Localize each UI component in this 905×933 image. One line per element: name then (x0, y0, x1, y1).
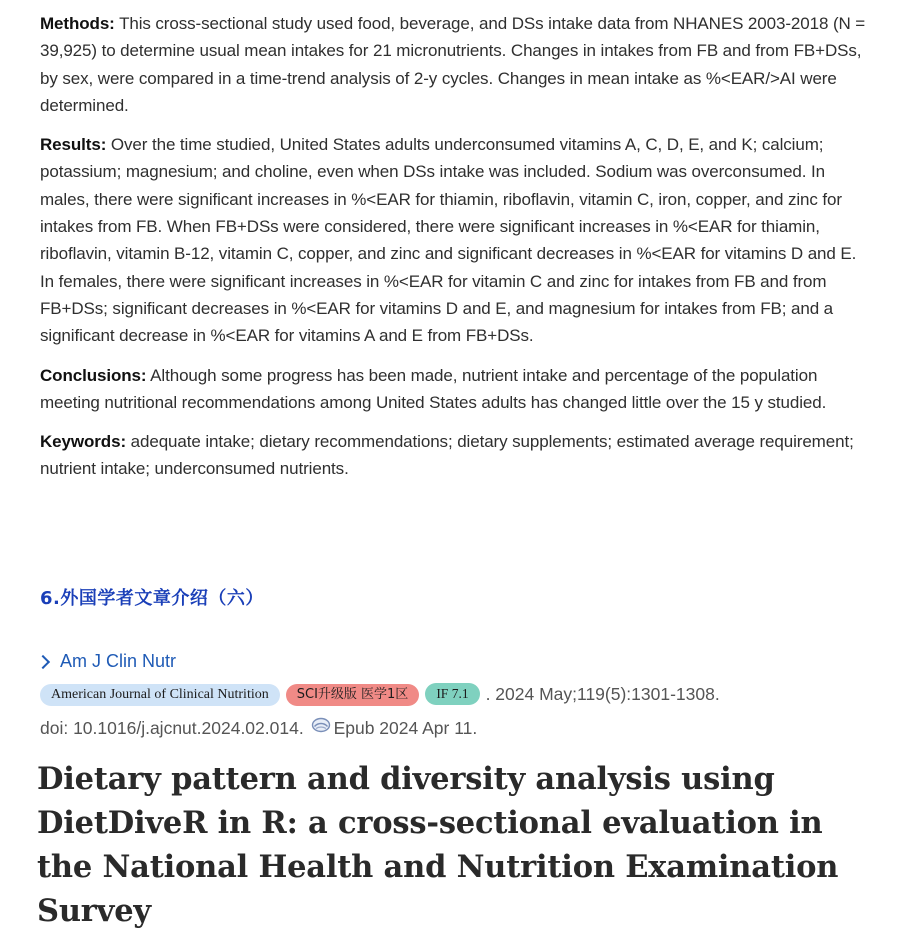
journal-link-label: Am J Clin Nutr (60, 651, 177, 671)
keywords-text: adequate intake; dietary recommendations; dietary supplements; estimated average requirement; nutrient intake; underconsumed nutrients. (40, 432, 854, 479)
chevron-right-icon (36, 655, 50, 669)
abstract-results (40, 131, 870, 349)
citation (40, 678, 880, 745)
abstract (40, 10, 870, 495)
abstract-methods (40, 10, 870, 119)
methods-label: Methods: (40, 14, 115, 33)
citation-epub: Epub 2024 Apr 11. (333, 718, 478, 738)
citation-date-volume: . 2024 May;119(5):1301-1308. (485, 684, 720, 704)
sci-badge[interactable]: SCI升级版 医学1区 (286, 684, 420, 706)
impact-factor-badge[interactable]: IF 7.1 (425, 683, 479, 705)
article-title: Dietary pattern and diversity analysis using DietDiveR in R: a cross-sectional evaluation in the National Health and Nutrition Examination Survey (37, 761, 839, 929)
journal-link[interactable] (38, 651, 176, 672)
keywords-label: Keywords: (40, 432, 127, 452)
citation-doi[interactable]: doi: 10.1016/j.ajcnut.2024.02.014. (40, 718, 304, 738)
epub-icon (311, 711, 331, 727)
conclusions-text: Although some progress has been made, nutrient intake and percentage of the population meeting nutritional recommendations among United States adults has changed little over the 15 y studied. (40, 365, 827, 412)
conclusions-label: Conclusions: (40, 365, 147, 385)
journal-badge[interactable]: American Journal of Clinical Nutrition (40, 684, 280, 706)
section-heading: 6.外国学者文章介绍（六） (40, 588, 264, 609)
methods-text: This cross-sectional study used food, beverage, and DSs intake data from NHANES 2003-2018 (N = 39,925) to determine usual mean intakes for 21 micronutrients. Changes in intakes from FB and from FB+DSs, by sex, were compared in a time-trend analysis of 2-y cycles. Changes in mean intake as %<EAR/>AI were determined. (40, 14, 866, 115)
abstract-conclusions (40, 362, 870, 417)
results-label: Results: (40, 135, 107, 155)
abstract-keywords (40, 428, 870, 483)
results-text: Over the time studied, United States adults underconsumed vitamins A, C, D, E, and K; calcium; potassium; magnesium; and choline, even when DSs intake was included. Sodium was overconsumed. In males, there were significant increases in %<EAR for thiamin, riboflavin, vitamin C, iron, copper, and zinc for intakes from FB. When FB+DSs were considered, there were significant increases in %<EAR for thiamin, riboflavin, vitamin B-12, vitamin C, copper, and zinc and significant decreases in %<EAR for vitamins D and E. In females, there were significant increases in %<EAR for vitamin C and zinc for intakes from FB and from FB+DSs; significant decreases in %<EAR for vitamins D and E, and magnesium for intakes from FB; and a significant decrease in %<EAR for vitamins A and E from FB+DSs. (40, 135, 857, 346)
